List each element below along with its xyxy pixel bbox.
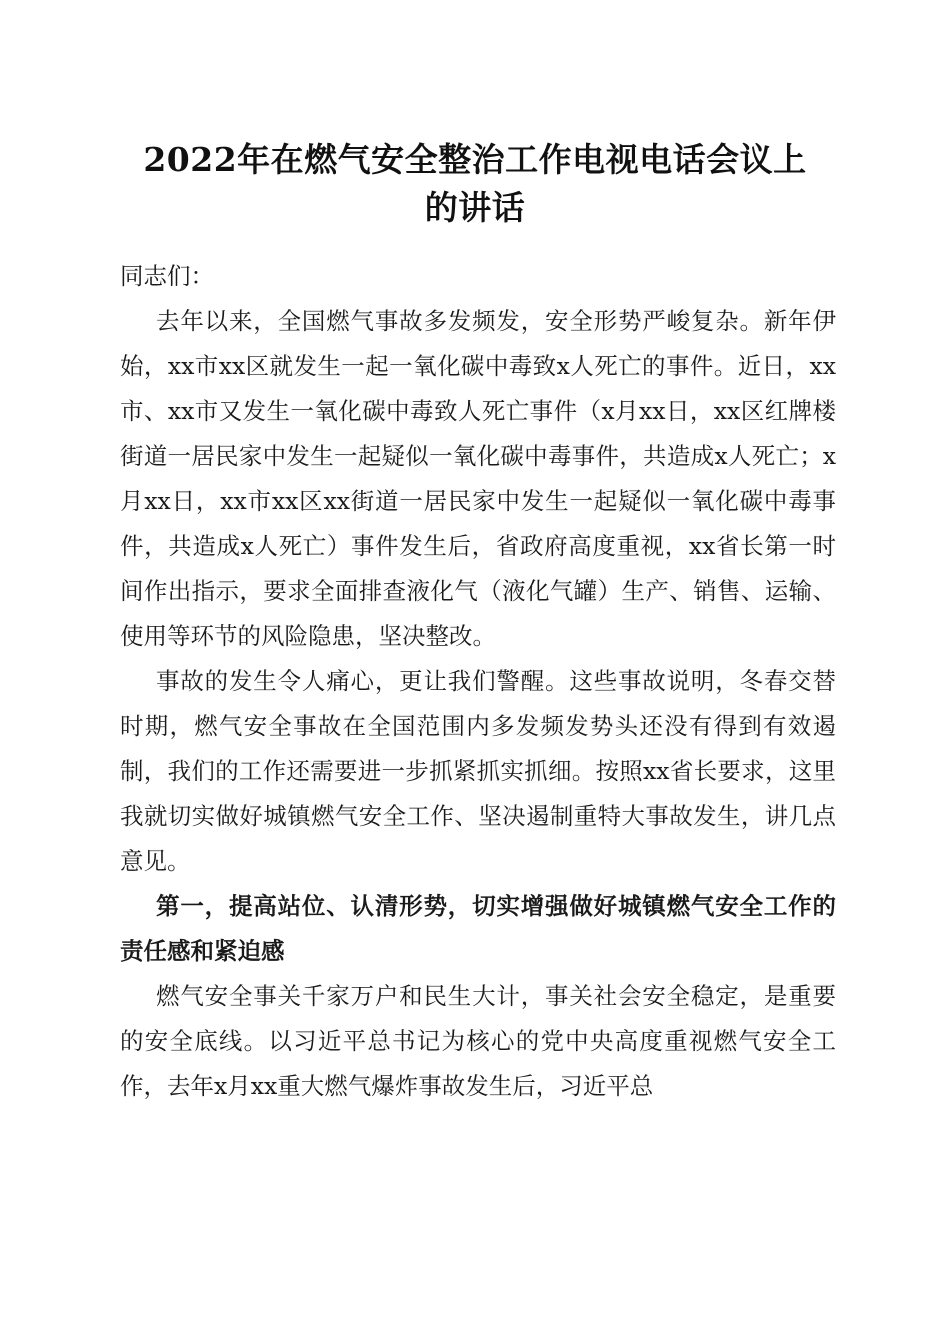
section-heading-1: 第一，提高站位、认清形势，切实增强做好城镇燃气安全工作的责任感和紧迫感 — [120, 892, 836, 965]
document-title-line-2: 的讲话 — [424, 188, 526, 227]
document-body — [120, 254, 836, 1109]
paragraph-2: 事故的发生令人痛心，更让我们警醒。这些事故说明，冬春交替时期，燃气安全事故在全国范围内多发频发势头还没有得到有效遏制，我们的工作还需要进一步抓紧抓实抓细。按照xx省长要求，这里我就切实做好城镇燃气安全工作、坚决遏制重特大事故发生，讲几点意见。 — [120, 667, 836, 875]
paragraph-1: 去年以来，全国燃气事故多发频发，安全形势严峻复杂。新年伊始，xx市xx区就发生一起一氧化碳中毒致x人死亡的事件。近日，xx市、xx市又发生一氧化碳中毒致人死亡事件（x月xx日，xx区红牌楼街道一居民家中发生一起疑似一氧化碳中毒事件，共造成x人死亡；x月xx日，xx市xx区xx街道一居民家中发生一起疑似一氧化碳中毒事件，共造成x人死亡）事件发生后，省政府高度重视，xx省长第一时间作出指示，要求全面排查液化气（液化气罐）生产、销售、运输、使用等环节的风险隐患，坚决整改。 — [120, 307, 836, 650]
document-title-line-1: 2022年在燃气安全整治工作电视电话会议上 — [143, 140, 807, 179]
salutation: 同志们： — [120, 262, 214, 290]
section-1-paragraph: 燃气安全事关千家万户和民生大计，事关社会安全稳定，是重要的安全底线。以习近平总书记为核心的党中央高度重视燃气安全工作，去年x月xx重大燃气爆炸事故发生后，习近平总 — [120, 982, 836, 1100]
